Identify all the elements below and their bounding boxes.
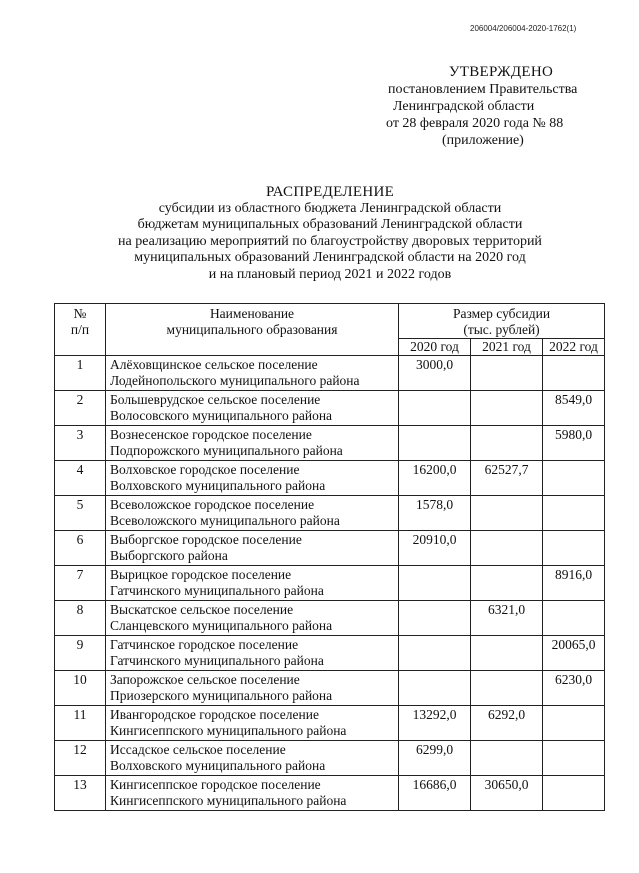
row-value-2022 [543,461,605,496]
row-value-2020: 13292,0 [399,706,471,741]
row-name-line: Волховского муниципального района [110,758,326,773]
table-row [55,496,605,531]
row-number: 2 [55,391,106,426]
table-row [55,426,605,461]
row-value-2020: 20910,0 [399,531,471,566]
table-row [55,706,605,741]
row-number: 8 [55,601,106,636]
document-heading [40,184,620,283]
table-row [55,776,605,811]
row-value-2021 [471,636,543,671]
row-value-2021 [471,391,543,426]
header-year-2020: 2020 год [399,339,471,356]
row-value-2022 [543,741,605,776]
row-municipality-name [106,566,399,601]
row-number: 13 [55,776,106,811]
row-value-2022: 8549,0 [543,391,605,426]
row-value-2022 [543,356,605,391]
row-municipality-name [106,706,399,741]
row-number: 3 [55,426,106,461]
row-value-2020 [399,636,471,671]
row-number: 9 [55,636,106,671]
header-number [55,304,106,356]
table-row [55,636,605,671]
row-value-2020 [399,391,471,426]
row-name-line: Выборгское городское поселение [110,532,302,547]
header-name-line: муниципального образования [166,322,338,337]
row-value-2022: 6230,0 [543,671,605,706]
row-number: 12 [55,741,106,776]
row-number: 5 [55,496,106,531]
row-municipality-name [106,671,399,706]
row-value-2022 [543,531,605,566]
row-value-2021 [471,531,543,566]
row-value-2020: 16200,0 [399,461,471,496]
row-name-line: Волосовского муниципального района [110,408,333,423]
row-name-line: Иссадское сельское поселение [110,742,286,757]
row-value-2022: 8916,0 [543,566,605,601]
row-name-line: Волховское городское поселение [110,462,300,477]
row-name-line: Лодейнопольского муниципального района [110,373,360,388]
header-name-line: Наименование [209,306,295,321]
row-value-2020 [399,601,471,636]
row-value-2021 [471,496,543,531]
row-value-2022 [543,496,605,531]
header-year-2022: 2022 год [543,339,605,356]
row-value-2021: 6321,0 [471,601,543,636]
row-name-line: Кингисеппского муниципального района [110,723,347,738]
row-municipality-name [106,776,399,811]
row-name-line: Приозерского муниципального района [110,688,333,703]
row-value-2020 [399,671,471,706]
header-size-line: Размер субсидии [452,306,551,321]
row-value-2022: 5980,0 [543,426,605,461]
approval-line: (приложение) [442,133,524,148]
row-municipality-name [106,426,399,461]
row-value-2021: 62527,7 [471,461,543,496]
header-number-line: № [73,306,87,321]
header-size-line: (тыс. рублей) [463,322,540,337]
row-name-line: Выскатское сельское поселение [110,602,294,617]
row-value-2021 [471,356,543,391]
table-row [55,601,605,636]
row-name-line: Вырицкое городское поселение [110,567,292,582]
approval-line: от 28 февраля 2020 года № 88 [386,116,564,131]
table-row [55,566,605,601]
table-row [55,531,605,566]
header-subsidy-size [399,304,605,339]
row-value-2022 [543,776,605,811]
row-name-line: Кингисеппское городское поселение [110,777,321,792]
document-number: 206004/206004-2020-1762(1) [470,24,577,33]
row-number: 11 [55,706,106,741]
header-number-line: п/п [70,322,90,337]
row-municipality-name [106,636,399,671]
row-number: 1 [55,356,106,391]
row-number: 6 [55,531,106,566]
row-name-line: Алёховщинское сельское поселение [110,357,318,372]
row-value-2020: 1578,0 [399,496,471,531]
row-value-2022 [543,706,605,741]
row-municipality-name [106,356,399,391]
row-municipality-name [106,461,399,496]
row-value-2021 [471,566,543,601]
heading-line: на реализацию мероприятий по благоустройству дворовых территорий [118,233,542,249]
row-name-line: Ивангородское городское поселение [110,707,319,722]
row-value-2020: 6299,0 [399,741,471,776]
row-name-line: Большеврудское сельское поселение [110,392,321,407]
row-municipality-name [106,496,399,531]
heading-line: субсидии из областного бюджета Ленинградской области [158,200,502,216]
row-value-2021 [471,741,543,776]
row-name-line: Гатчинское городское поселение [110,637,299,652]
row-value-2021 [471,671,543,706]
row-value-2020 [399,566,471,601]
row-name-line: Всеволожского муниципального района [110,513,340,528]
row-value-2020: 3000,0 [399,356,471,391]
heading-line: муниципальных образований Ленинградской области на 2020 год [134,250,526,265]
table-row [55,461,605,496]
table-row [55,356,605,391]
heading-line: и на плановый период 2021 и 2022 годов [208,266,452,282]
row-number: 10 [55,671,106,706]
row-name-line: Гатчинского муниципального района [110,653,324,668]
row-name-line: Вознесенское городское поселение [110,427,312,442]
header-year-2021: 2021 год [471,339,543,356]
row-name-line: Запорожское сельское поселение [110,672,300,687]
row-value-2022: 20065,0 [543,636,605,671]
row-municipality-name [106,741,399,776]
distribution-table [54,303,605,811]
row-name-line: Гатчинского муниципального района [110,583,324,598]
row-name-line: Всеволожское городское поселение [110,497,315,512]
table-row [55,741,605,776]
row-name-line: Подпорожского муниципального района [110,443,343,458]
row-name-line: Кингисеппского муниципального района [110,793,347,808]
row-value-2021: 6292,0 [471,706,543,741]
row-number: 4 [55,461,106,496]
heading-line: бюджетам муниципальных образований Ленинградской области [137,217,523,232]
approval-block [380,64,612,149]
row-name-line: Волховского муниципального района [110,478,326,493]
approval-line: постановлением Правительства [388,82,578,97]
approval-title: УТВЕРЖДЕНО [448,64,554,80]
table-row [55,391,605,426]
row-municipality-name [106,531,399,566]
row-municipality-name [106,391,399,426]
row-value-2021: 30650,0 [471,776,543,811]
table-row [55,671,605,706]
row-value-2022 [543,601,605,636]
header-name [106,304,399,356]
row-value-2021 [471,426,543,461]
row-name-line: Выборгского района [110,548,228,563]
row-number: 7 [55,566,106,601]
row-name-line: Сланцевского муниципального района [110,618,333,633]
row-value-2020 [399,426,471,461]
row-municipality-name [106,601,399,636]
approval-line: Ленинградской области [393,99,535,114]
row-value-2020: 16686,0 [399,776,471,811]
heading-title: РАСПРЕДЕЛЕНИЕ [265,184,395,200]
